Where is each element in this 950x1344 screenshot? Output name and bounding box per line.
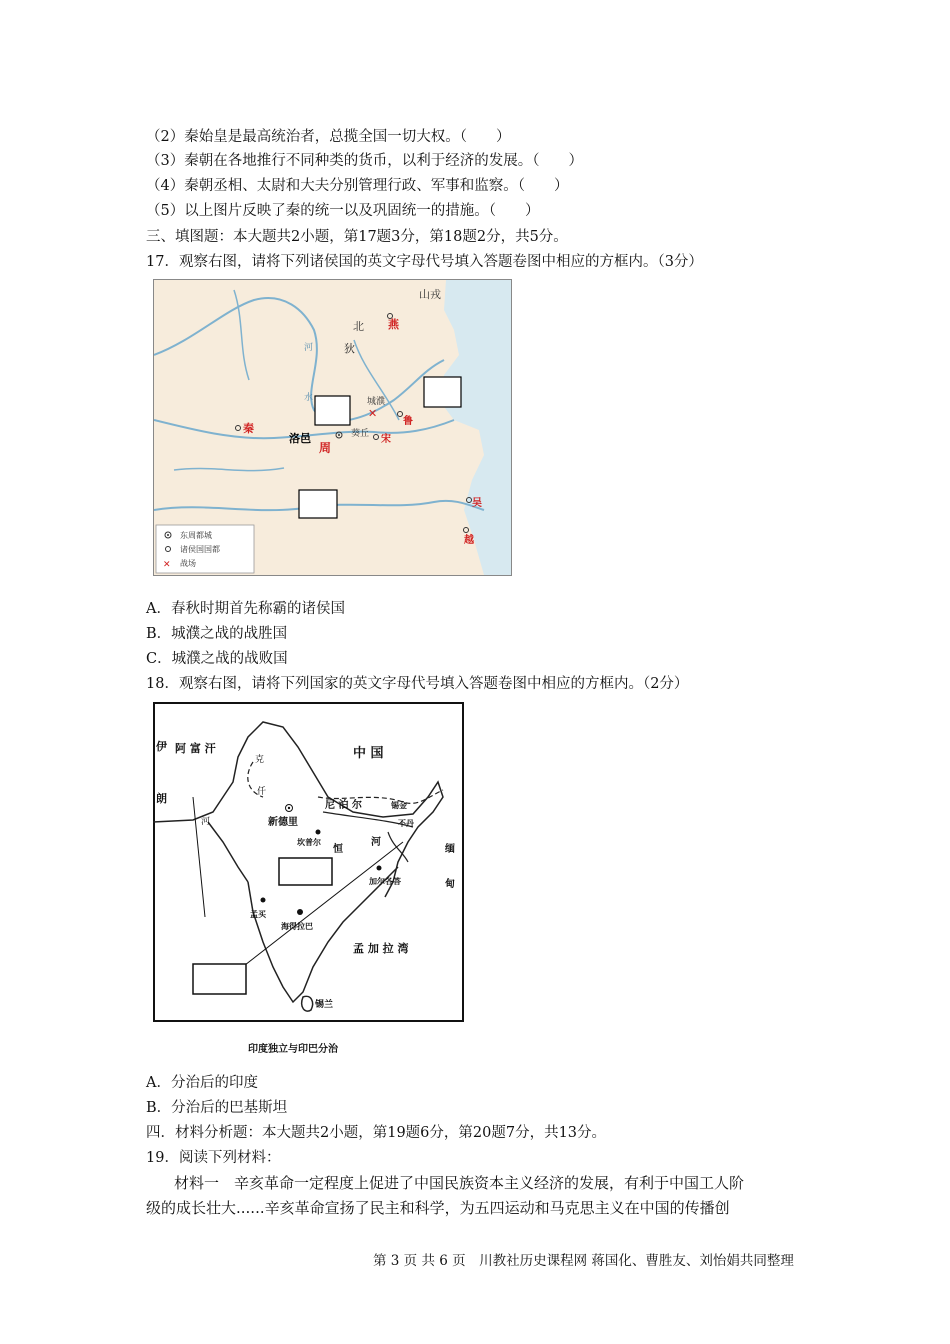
q17-prompt: 17．观察右图，请将下列诸侯国的英文字母代号填入答题卷图中相应的方框内。（3分） (146, 254, 703, 270)
q18-option-a: A．分治后的印度 (146, 1075, 258, 1091)
label-dian: 甸 (445, 879, 455, 890)
label-wu: 吴 (472, 498, 482, 509)
label-he-2: 河 (201, 817, 211, 827)
label-chengpu: 城濮 (367, 397, 386, 407)
answer-box-4 (279, 858, 332, 885)
q17-option-a: A．春秋时期首先称霸的诸侯国 (146, 601, 345, 617)
map-graphic (154, 280, 511, 575)
label-lu: 鲁 (403, 416, 413, 427)
page-footer: 第 3 页 共 6 页 川教社历史课程网 蒋国化、曹胜友、刘怡娟共同整理 (373, 1253, 794, 1269)
label-xijin: 锡金 (391, 801, 407, 810)
label-mian: 缅 (445, 844, 455, 855)
map-graphic-2 (153, 702, 465, 1024)
label-bei: 北 (353, 320, 364, 333)
label-he-3: 河 (371, 837, 381, 848)
label-niboer: 尼 泊 尔 (325, 800, 362, 811)
q18-map-caption: 印度独立与印巴分治 (248, 1044, 338, 1055)
label-mengjialawan: 孟 加 拉 湾 (353, 942, 409, 955)
question-5: （5）以上图片反映了秦的统一以及巩固统一的措施。（ ） (146, 203, 540, 219)
label-yue: 越 (464, 535, 474, 546)
label-kanpuer: 坎普尔 (297, 838, 321, 847)
answer-box-2 (424, 377, 461, 407)
label-yi: 伊 (156, 740, 167, 753)
label-jiaergeda: 加尔各答 (369, 877, 401, 886)
answer-box-3 (299, 490, 337, 518)
battle-icon: ✕ (368, 407, 378, 420)
label-qin: 秦 (243, 422, 254, 435)
question-2: （2）秦始皇是最高统治者，总揽全国一切大权。（ ） (146, 129, 511, 145)
label-budan: 不丹 (398, 819, 414, 828)
label-yan: 燕 (388, 318, 399, 331)
label-xilan: 锡兰 (315, 1000, 334, 1010)
label-ke: 克 (255, 755, 265, 765)
q19-material-line1: 材料一 辛亥革命一定程度上促进了中国民族资本主义经济的发展，有利于中国工人阶 (174, 1174, 745, 1192)
label-song: 宋 (381, 434, 391, 445)
label-shui: 水 (304, 393, 314, 403)
q18-prompt: 18．观察右图，请将下列国家的英文字母代号填入答题卷图中相应的方框内。（2分） (146, 676, 689, 692)
label-haidelabad: 海得拉巴 (281, 922, 313, 931)
label-lang: 朗 (156, 792, 167, 805)
q19-prompt: 19．阅读下列材料： (146, 1150, 281, 1166)
legend-dongzhou: 东周都城 (180, 531, 212, 540)
q18-option-b: B．分治后的巴基斯坦 (146, 1100, 288, 1116)
label-heng: 恒 (333, 844, 343, 855)
question-3: （3）秦朝在各地推行不同种类的货币，以利于经济的发展。（ ） (146, 153, 583, 169)
label-shanrong: 山戎 (419, 288, 441, 301)
svg-text:✕: ✕ (163, 560, 171, 570)
spring-autumn-map (153, 279, 512, 576)
india-partition-map (153, 702, 465, 1024)
q19-material-line2: 级的成长壮大......辛亥革命宣扬了民主和科学，为五四运动和马克思主义在中国的传播创 (146, 1199, 730, 1217)
section3-title: 三、填图题：本大题共2小题，第17题3分，第18题2分，共5分。 (146, 229, 568, 245)
label-luoyi: 洛邑 (289, 432, 311, 445)
section4-title: 四．材料分析题：本大题共2小题，第19题6分，第20题7分，共13分。 (146, 1125, 607, 1141)
answer-box-1 (315, 396, 350, 425)
label-mengmai: 孟买 (250, 910, 266, 919)
label-di: 狄 (344, 342, 355, 355)
label-xindeli: 新德里 (268, 817, 298, 828)
label-zhou: 周 (319, 441, 332, 455)
label-afuhan: 阿 富 汗 (175, 742, 216, 755)
q17-option-c: C．城濮之战的战败国 (146, 651, 288, 667)
legend-zhanchang: 战场 (180, 559, 196, 568)
q17-option-b: B．城濮之战的战胜国 (146, 626, 288, 642)
label-zhongguo: 中 国 (353, 746, 384, 761)
question-4: （4）秦朝丞相、太尉和大夫分别管理行政、军事和监察。（ ） (146, 178, 569, 194)
legend-guodu: 诸侯国国都 (180, 545, 220, 554)
label-ren: 仟 (257, 787, 267, 797)
label-he: 河 (304, 343, 314, 353)
answer-box-5 (193, 964, 246, 994)
label-kuiqiu: 葵丘 (351, 429, 370, 439)
